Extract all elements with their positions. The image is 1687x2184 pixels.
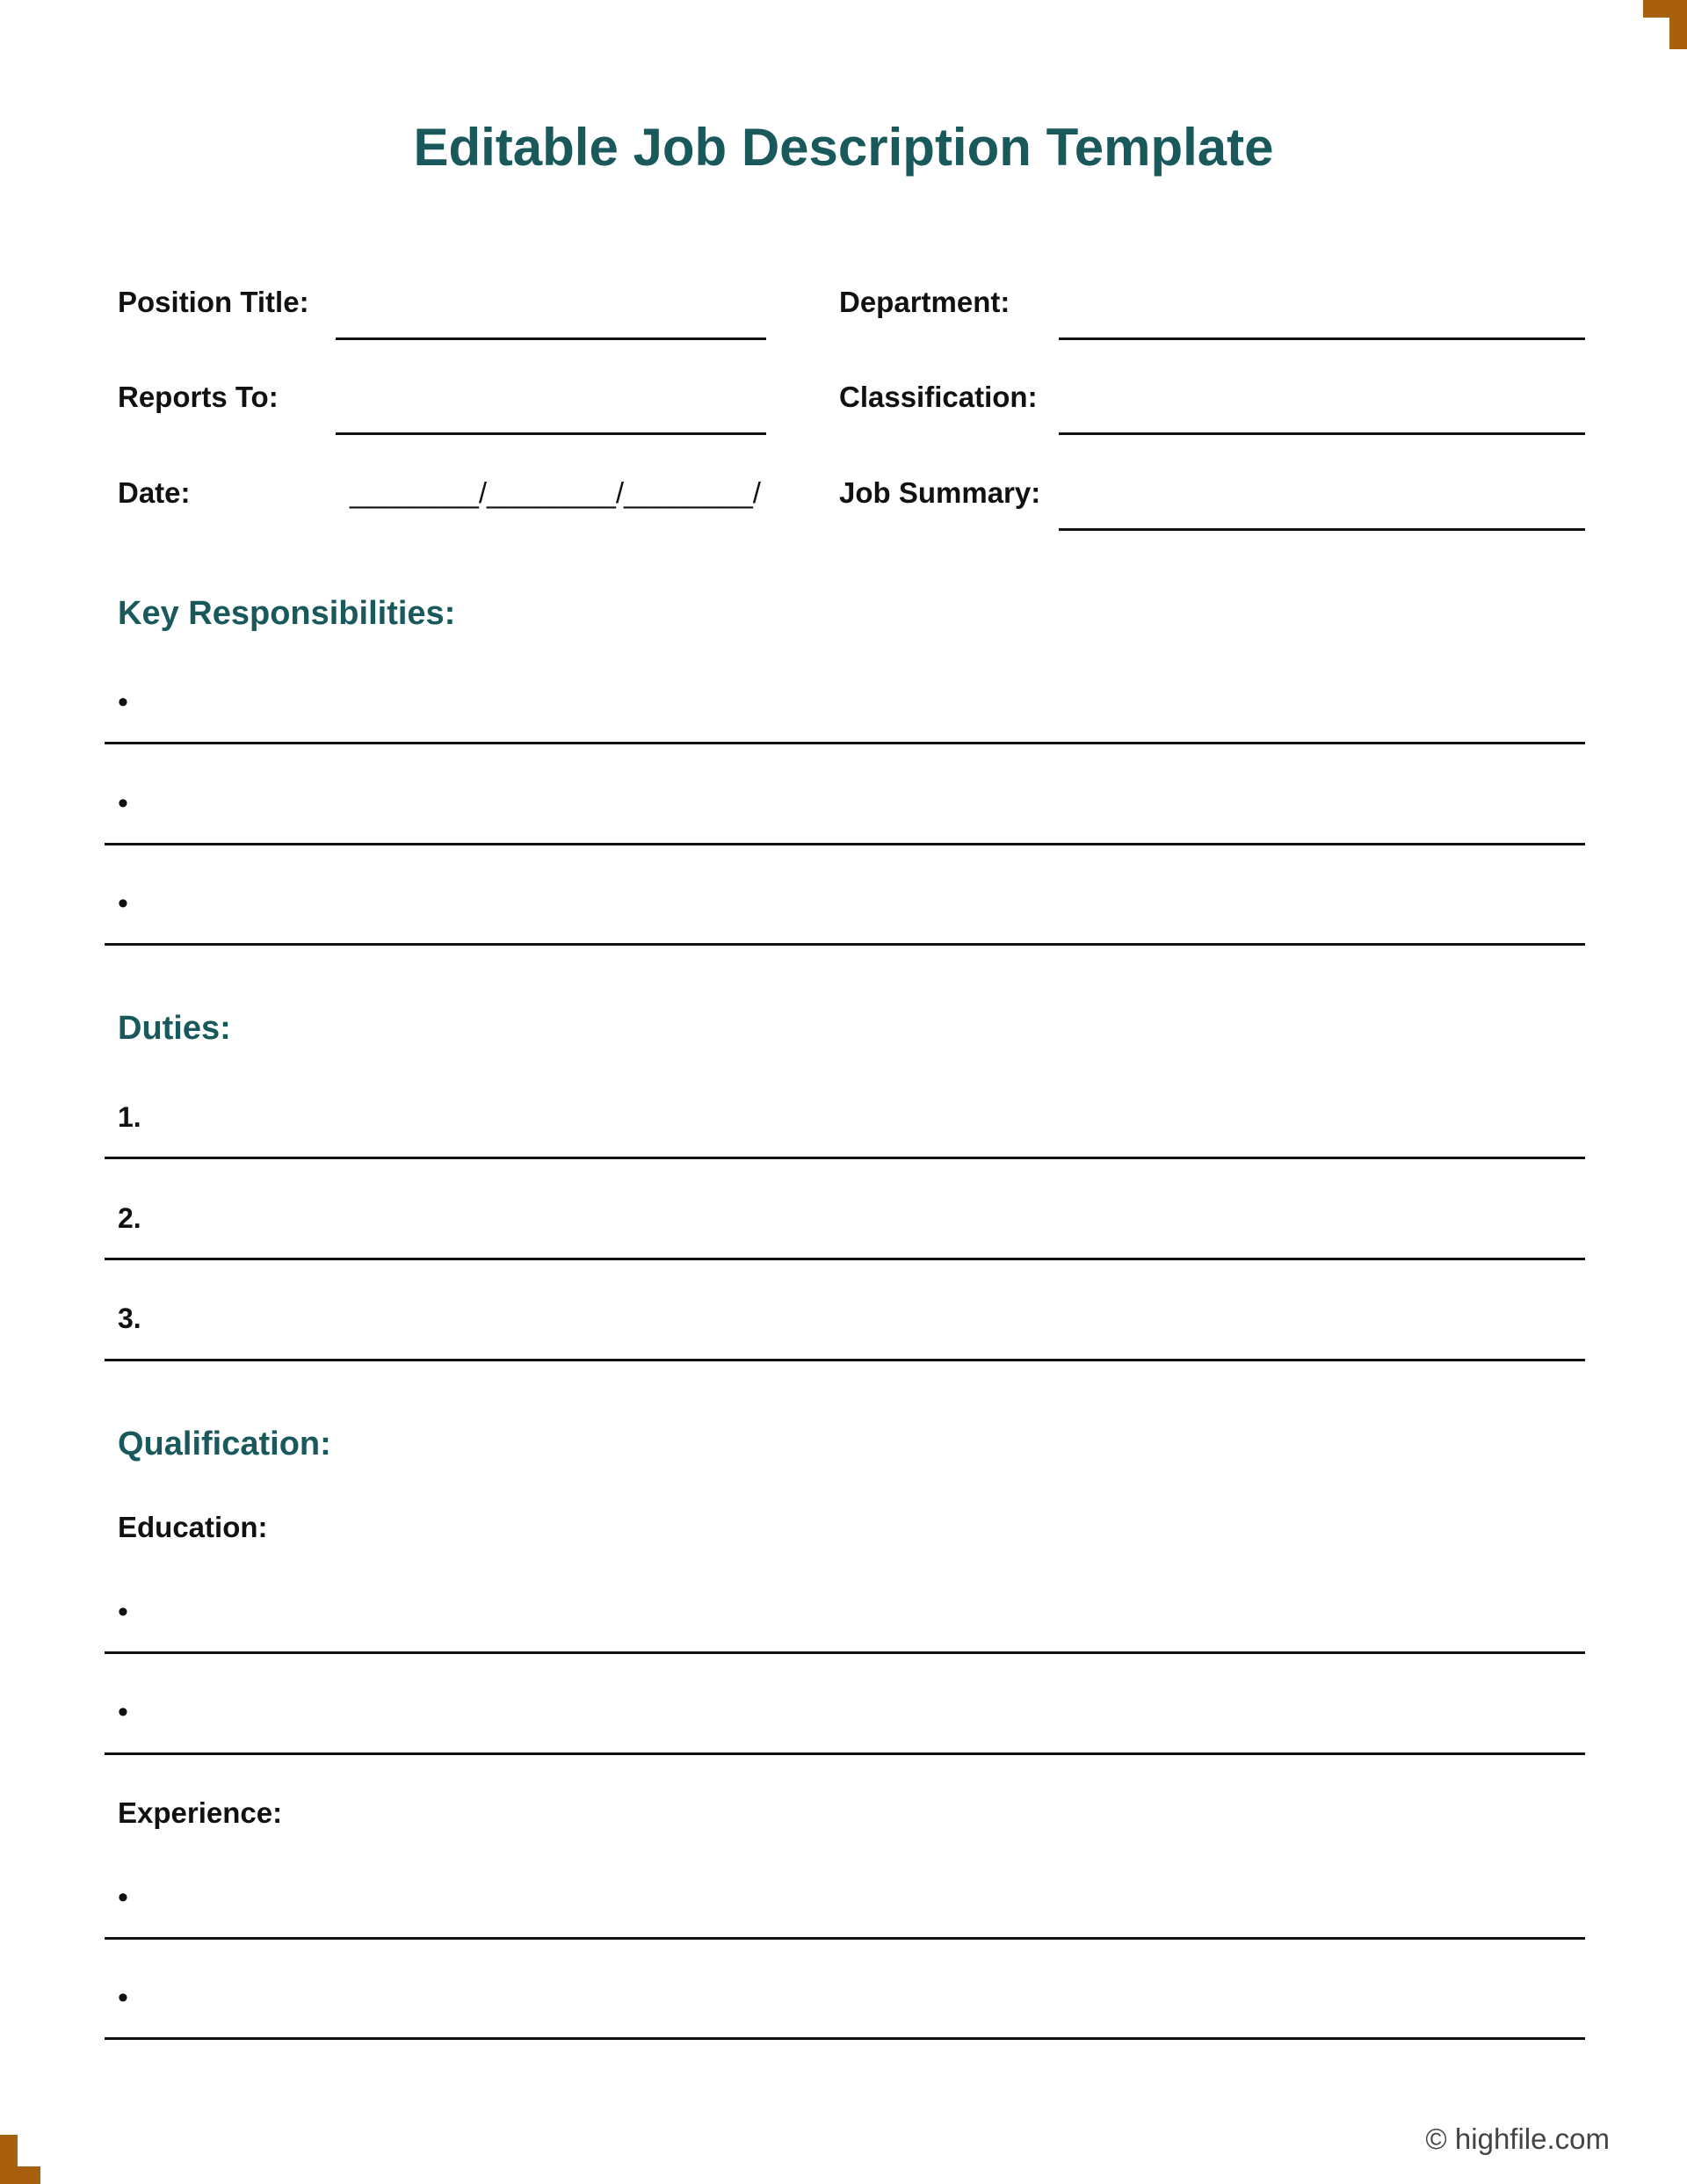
experience-line[interactable]	[105, 1937, 1585, 1940]
footer-copyright: © highfile.com	[1425, 2122, 1610, 2155]
corner-decoration-bottom-left	[0, 2135, 40, 2184]
classification-field[interactable]	[1059, 432, 1585, 435]
corner-decoration-top-right	[1643, 0, 1687, 49]
duties-heading: Duties:	[118, 1010, 231, 1047]
department-label: Department:	[839, 286, 1010, 318]
reports-to-field[interactable]	[336, 432, 766, 435]
education-bullet: •	[118, 1595, 128, 1629]
job-summary-field[interactable]	[1059, 528, 1585, 531]
education-line[interactable]	[105, 1752, 1585, 1755]
duty-line[interactable]	[105, 1157, 1585, 1159]
duty-line[interactable]	[105, 1359, 1585, 1361]
department-field[interactable]	[1059, 337, 1585, 340]
position-title-field[interactable]	[336, 337, 766, 340]
responsibility-line[interactable]	[105, 843, 1585, 845]
position-title-label: Position Title:	[118, 286, 309, 318]
experience-bullet: •	[118, 1981, 128, 2014]
education-label: Education:	[118, 1511, 268, 1543]
duty-line[interactable]	[105, 1258, 1585, 1260]
job-summary-label: Job Summary:	[839, 476, 1041, 509]
reports-to-label: Reports To:	[118, 381, 279, 413]
education-bullet: •	[118, 1695, 128, 1729]
experience-label: Experience:	[118, 1796, 283, 1829]
duty-number: 3.	[118, 1302, 141, 1334]
duty-number: 1.	[118, 1101, 141, 1133]
responsibility-bullet: •	[118, 887, 128, 920]
duty-number: 2.	[118, 1202, 141, 1234]
qualification-heading: Qualification:	[118, 1426, 331, 1462]
responsibility-line[interactable]	[105, 742, 1585, 744]
key-responsibilities-heading: Key Responsibilities:	[118, 595, 456, 632]
page-title: Editable Job Description Template	[413, 118, 1274, 177]
responsibility-bullet: •	[118, 787, 128, 820]
responsibility-line[interactable]	[105, 943, 1585, 946]
responsibility-bullet: •	[118, 686, 128, 719]
classification-label: Classification:	[839, 381, 1038, 413]
date-label: Date:	[118, 476, 191, 509]
education-line[interactable]	[105, 1651, 1585, 1654]
date-field[interactable]: ________/________/________/	[350, 476, 761, 509]
experience-line[interactable]	[105, 2037, 1585, 2040]
experience-bullet: •	[118, 1881, 128, 1914]
